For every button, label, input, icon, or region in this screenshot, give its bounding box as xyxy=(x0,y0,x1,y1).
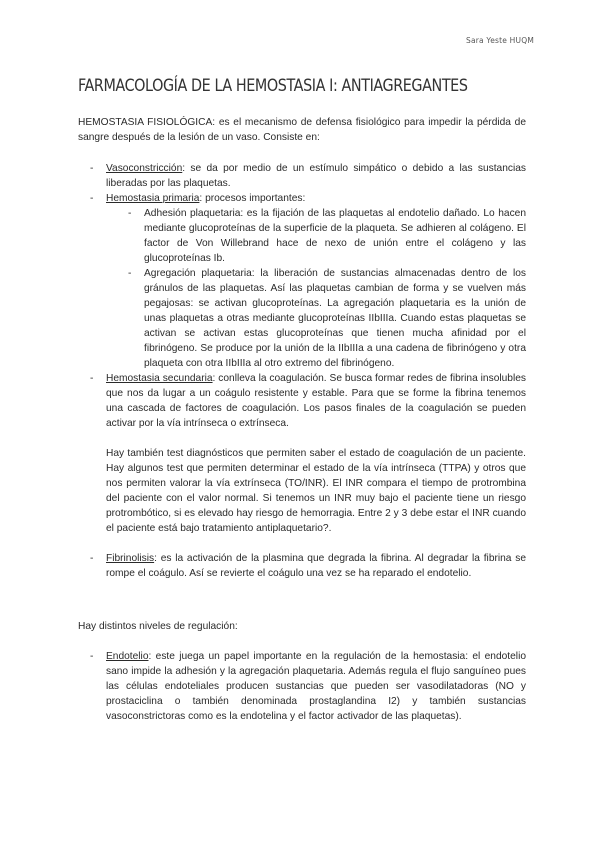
text-agregacion: Agregación plaquetaria: la liberación de sustancias almacenadas dentro de los gránulos de las plaquetas. Así las plaquetas cambian de forma y se vuelven más pegajosas: se activan glucoproteínas. La agregación plaquetaria es la unión de unas plaquetas a otras mediante glucoproteínas IIbIIIa. Cuando estas plaquetas se activan se activan estas glucoproteínas que tienen mucha afinidad por el fibrinógeno. Se produce por la unión de la IIbIIIa a una cadena de fibrinógeno y otra plaqueta con otra IIbIIIa al otro extremo del fibrinógeno. xyxy=(144,268,526,369)
document-body xyxy=(78,115,526,724)
list-item-endotelio xyxy=(78,649,526,724)
term-vasoconstriccion: Vasoconstricción xyxy=(106,163,183,174)
list-item-secundaria xyxy=(78,371,526,431)
bullet-dash: - xyxy=(128,208,132,219)
term-fibrinolisis: Fibrinolisis xyxy=(106,553,155,564)
sublist-item-agregacion xyxy=(78,266,526,371)
bullet-dash: - xyxy=(128,268,132,279)
text-vasoconstriccion: : se da por medio de un estímulo simpático o debido a las sustancias liberadas por las plaquetas. xyxy=(106,163,526,189)
bullet-dash: - xyxy=(90,651,94,662)
bullet-dash: - xyxy=(90,553,94,564)
list-item-vasoconstriccion xyxy=(78,161,526,191)
text-secundaria: : conlleva la coagulación. Se busca formar redes de fibrina insolubles que nos da lugar a un coágulo resistente y estable. Para que se forme la fibrina tenemos una cascada de factores de coagulación. Los pasos finales de la coagulación se pueden activar por la vía intrínseca o extrínseca. xyxy=(106,373,526,429)
text-adhesion: Adhesión plaquetaria: es la fijación de las plaquetas al endotelio dañado. Lo hacen mediante glucoproteínas de la superficie de la plaqueta. Se adhieren al colágeno. El factor de Von Willebrand hace de nexo de unión entre el colágeno y las glucoproteínas Ib. xyxy=(144,208,526,264)
list-item-fibrinolisis xyxy=(78,551,526,581)
bullet-dash: - xyxy=(90,163,94,174)
tests-paragraph xyxy=(78,446,526,536)
term-primaria: Hemostasia primaria xyxy=(106,193,200,204)
text-endotelio: : este juega un papel importante en la regulación de la hemostasia: el endotelio sano impide la adhesión y la agregación plaquetaria. Además regula el flujo sanguíneo pues las células endoteliales producen sustancias que pueden ser vasodilatadoras (NO y prostaciclina o también denominada prostaglandina I2) y también sustancias vasoconstrictoras como es la endotelina y el factor activador de las plaquetas). xyxy=(106,651,526,722)
bullet-dash: - xyxy=(90,373,94,384)
bullet-dash: - xyxy=(90,193,94,204)
page-header-author: Sara Yeste HUQM xyxy=(466,36,534,45)
list-item-primaria xyxy=(78,191,526,206)
text-primaria: : procesos importantes: xyxy=(199,193,306,204)
text-fibrinolisis: : es la activación de la plasmina que degrada la fibrina. Al degradar la fibrina se rompe el coágulo. Así se revierte el coágulo una vez se ha reparado el endotelio. xyxy=(106,553,526,579)
term-endotelio: Endotelio xyxy=(106,651,149,662)
text-tests: Hay también test diagnósticos que permiten saber el estado de coagulación de un paciente. Hay algunos test que permiten determinar el estado de la vía intrínseca (TTPA) y otros que nos permiten valorar la vía extrínseca (TO/INR). El INR compara el tiempo de protrombina del paciente con el valor normal. Si tenemos un INR muy bajo el paciente tiene un riesgo protrombótico, si es elevado hay riesgo de hemorragia. Entre 2 y 3 debe estar el INR cuando el paciente está bajo tratamiento antiplaquetario?. xyxy=(106,448,526,534)
intro-paragraph: HEMOSTASIA FISIOLÓGICA: es el mecanismo de defensa fisiológico para impedir la pérdida de sangre después de la lesión de un vaso. Consiste en: xyxy=(78,117,526,143)
regulation-intro: Hay distintos niveles de regulación: xyxy=(78,621,238,632)
term-secundaria: Hemostasia secundaria xyxy=(106,373,213,384)
page-title: FARMACOLOGÍA DE LA HEMOSTASIA I: ANTIAGREGANTES xyxy=(78,76,468,96)
sublist-item-adhesion xyxy=(78,206,526,266)
